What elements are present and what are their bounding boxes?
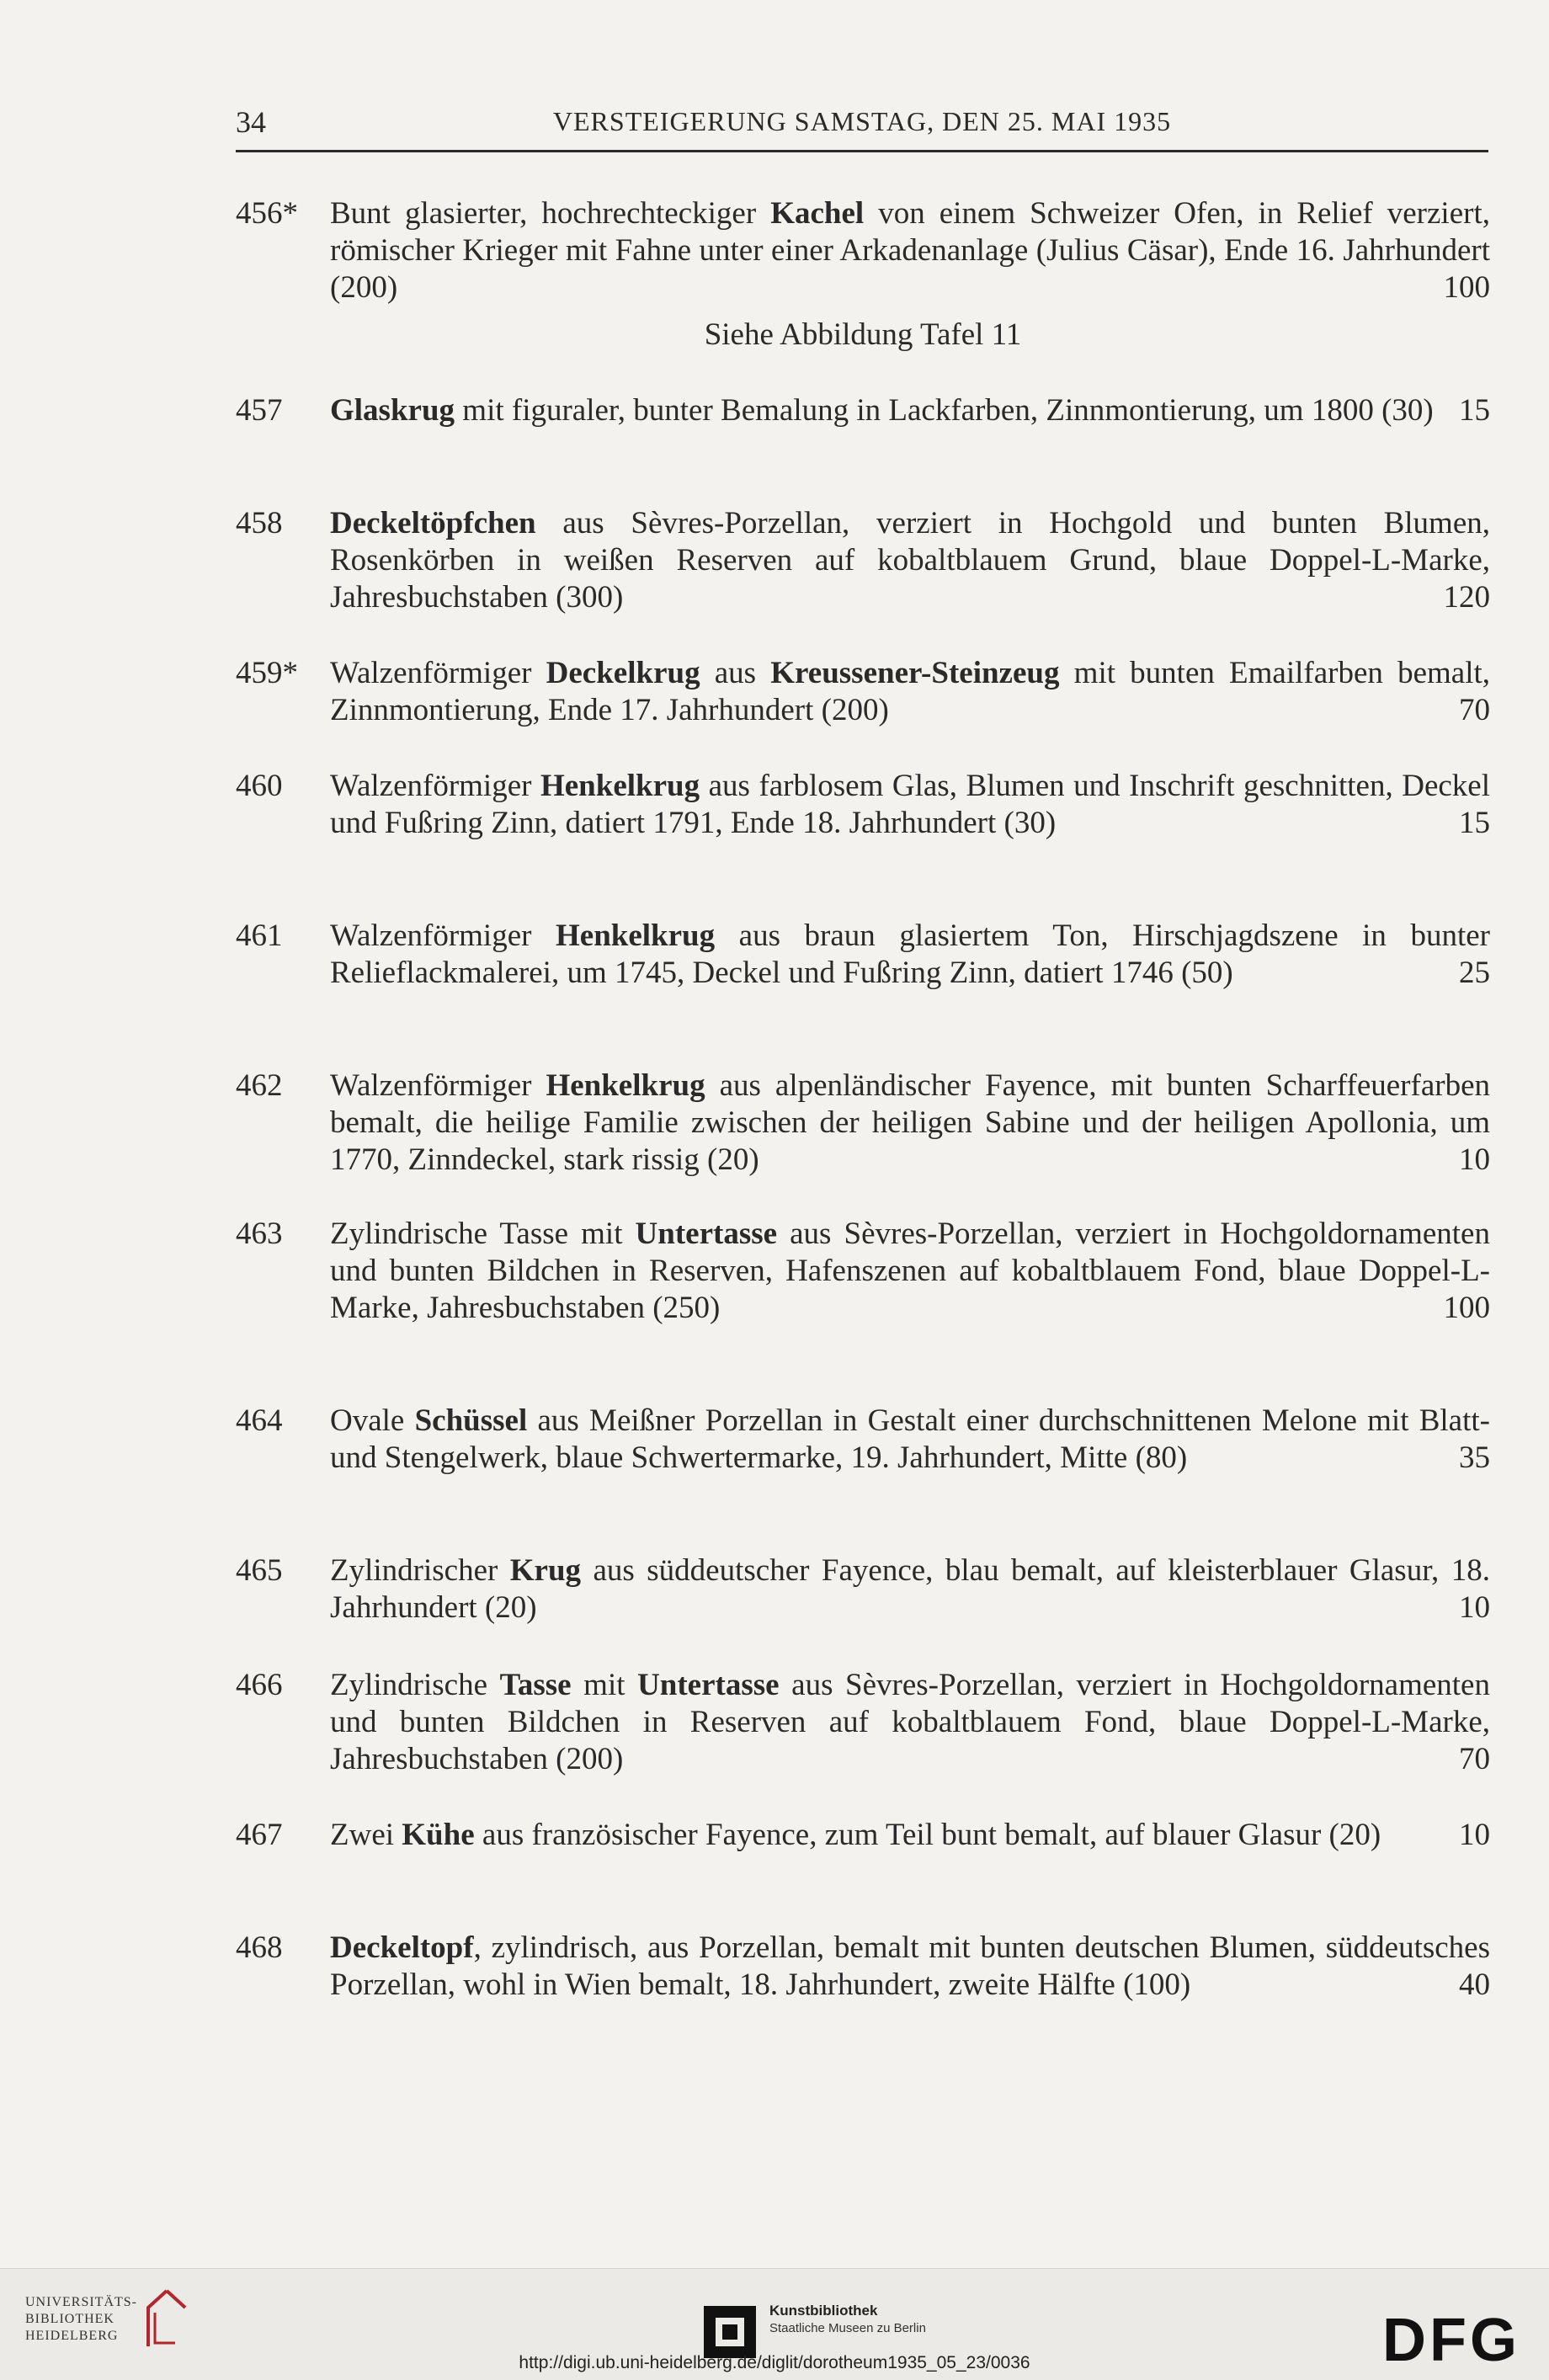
digitization-footer <box>0 2268 1549 2380</box>
lot-number: 458 <box>236 506 283 540</box>
lot-description: Walzenförmiger Henkelkrug aus alpenländischer Fayence, mit bunten Scharffeuerfarben bemalt, die heilige Familie zwischen der heiligen Sabine und der heiligen Apollonia, um 1770, Zinndeckel, stark rissig (20) 10 <box>330 1068 1490 1177</box>
lot-number: 463 <box>236 1217 283 1251</box>
source-url[interactable]: http://digi.ub.uni-heidelberg.de/diglit/dorotheum1935_05_23/0036 <box>519 2353 1030 2372</box>
lot-number: 461 <box>236 918 283 953</box>
lot-price: 10 <box>1459 1590 1490 1625</box>
university-library-icon <box>141 2287 192 2350</box>
lot-number: 466 <box>236 1668 283 1702</box>
lot-number: 467 <box>236 1818 283 1852</box>
lot-price: 100 <box>1443 270 1490 305</box>
lot-number: 456* <box>236 196 298 231</box>
lot-description: Zylindrische Tasse mit Untertasse aus Sèvres-Porzellan, verziert in Hochgoldornamenten und bunten Bildchen in Reserven, Hafenszenen auf kobaltblauem Fond, blaue Doppel-L-Marke, Jahresbuchstaben (250) 100 <box>330 1217 1490 1325</box>
lot-price: 10 <box>1459 1818 1490 1852</box>
lot-description: Zylindrischer Krug aus süddeutscher Fayence, blau bemalt, auf kleisterblauer Glasur, 18. Jahrhundert (20) 10 <box>330 1553 1490 1625</box>
lot-title: Untertasse <box>635 1217 778 1251</box>
lot-description: Zwei Kühe aus französischer Fayence, zum Teil bunt bemalt, auf blauer Glasur (20) 10 <box>330 1818 1490 1852</box>
lot-title: Kachel <box>770 196 865 231</box>
lot-price: 70 <box>1459 693 1490 727</box>
lot-description: Walzenförmiger Deckelkrug aus Kreussener-Steinzeug mit bunten Emailfarben bemalt, Zinnmontierung, Ende 17. Jahrhundert (200) 70 <box>330 656 1491 727</box>
lot-price: 120 <box>1443 580 1490 615</box>
kunstbibliothek-icon <box>704 2306 756 2358</box>
lot-number: 468 <box>236 1930 283 1965</box>
lot-number: 464 <box>236 1403 283 1438</box>
lot-number: 460 <box>236 769 283 803</box>
kunstbibliothek-subtitle: Staatliche Museen zu Berlin <box>769 2321 926 2335</box>
lot-number: 457 <box>236 393 283 428</box>
lot-description: Walzenförmiger Henkelkrug aus farblosem Glas, Blumen und Inschrift geschnitten, Deckel und Fußring Zinn, datiert 1791, Ende 18. Jahrhundert (30) 15 <box>330 769 1491 840</box>
lot-number: 462 <box>236 1068 283 1103</box>
lot-title: Henkelkrug <box>546 1068 705 1103</box>
lot-description: Ovale Schüssel aus Meißner Porzellan in Gestalt einer durchschnittenen Melone mit Blatt- und Stengelwerk, blaue Schwertermarke, 19. Jahrhundert, Mitte (80) 35 <box>330 1403 1490 1475</box>
kunstbibliothek-title[interactable]: Kunstbibliothek <box>769 2303 878 2319</box>
lot-title: Deckelkrug <box>546 656 700 690</box>
lot-title: Henkelkrug <box>556 918 716 953</box>
lot-price: 100 <box>1443 1291 1490 1325</box>
page-header <box>236 99 1488 152</box>
lot-price: 15 <box>1459 393 1490 428</box>
lot-price: 40 <box>1459 1967 1490 2002</box>
lot-number: 465 <box>236 1553 283 1588</box>
lot-title: Deckeltöpfchen <box>330 506 536 540</box>
lot-description: Bunt glasierter, hochrechteckiger Kachel von einem Schweizer Ofen, in Relief verziert, römischer Krieger mit Fahne unter einer Arkadenanlage (Julius Cäsar), Ende 16. Jahrhundert (200) 100 <box>330 196 1490 305</box>
lot-price: 70 <box>1459 1742 1490 1776</box>
page-number: 34 <box>236 105 266 139</box>
lot-title: Deckeltopf <box>330 1930 474 1965</box>
lot-description: Deckeltöpfchen aus Sèvres-Porzellan, verziert in Hochgold und bunten Blumen, Rosenkörben in weißen Reserven auf kobaltblauem Grund, blaue Doppel-L-Marke, Jahresbuchstaben (300) 120 <box>330 506 1490 615</box>
lot-description: Zylindrische Tasse mit Untertasse aus Sèvres-Porzellan, verziert in Hochgoldornamenten und bunten Bildchen in Reserven auf kobaltblauem Fond, blaue Doppel-L-Marke, Jahresbuchstaben (200) 70 <box>330 1668 1490 1776</box>
lot-price: 35 <box>1459 1440 1490 1475</box>
lot-description: Deckeltopf, zylindrisch, aus Porzellan, bemalt mit bunten deutschen Blumen, süddeutsches Porzellan, wohl in Wien bemalt, 18. Jahrhundert, zweite Hälfte (100) 40 <box>330 1930 1490 2002</box>
lot-title: Krug <box>509 1553 582 1588</box>
lot-price: 10 <box>1459 1142 1490 1177</box>
lot-title: Schüssel <box>414 1403 528 1438</box>
lot-title-2: Untertasse <box>637 1668 780 1702</box>
lot-description: Glaskrug mit figuraler, bunter Bemalung in Lackfarben, Zinnmontierung, um 1800 (30) 15 <box>330 393 1490 428</box>
lot-price: 15 <box>1459 806 1490 840</box>
lot-description: Walzenförmiger Henkelkrug aus braun glasiertem Ton, Hirschjagdszene in bunter Relieflackmalerei, um 1745, Deckel und Fußring Zinn, datiert 1746 (50) 25 <box>330 918 1490 990</box>
dfg-logo[interactable]: DFG <box>1382 2307 1520 2374</box>
lot-number: 459* <box>236 656 298 690</box>
lot-title: Glaskrug <box>330 393 455 428</box>
lot-price: 25 <box>1459 956 1490 990</box>
lot-title: Kühe <box>402 1818 475 1852</box>
illustration-note: Siehe Abbildung Tafel 11 <box>704 317 1022 352</box>
lot-material: Kreussener-Steinzeug <box>770 656 1060 690</box>
lot-title: Henkelkrug <box>540 769 700 803</box>
university-library-logo[interactable]: UNIVERSITÄTS- BIBLIOTHEK HEIDELBERG <box>25 2295 137 2343</box>
lot-title: Tasse <box>499 1668 572 1702</box>
running-head: VERSTEIGERUNG SAMSTAG, DEN 25. MAI 1935 <box>552 106 1172 136</box>
